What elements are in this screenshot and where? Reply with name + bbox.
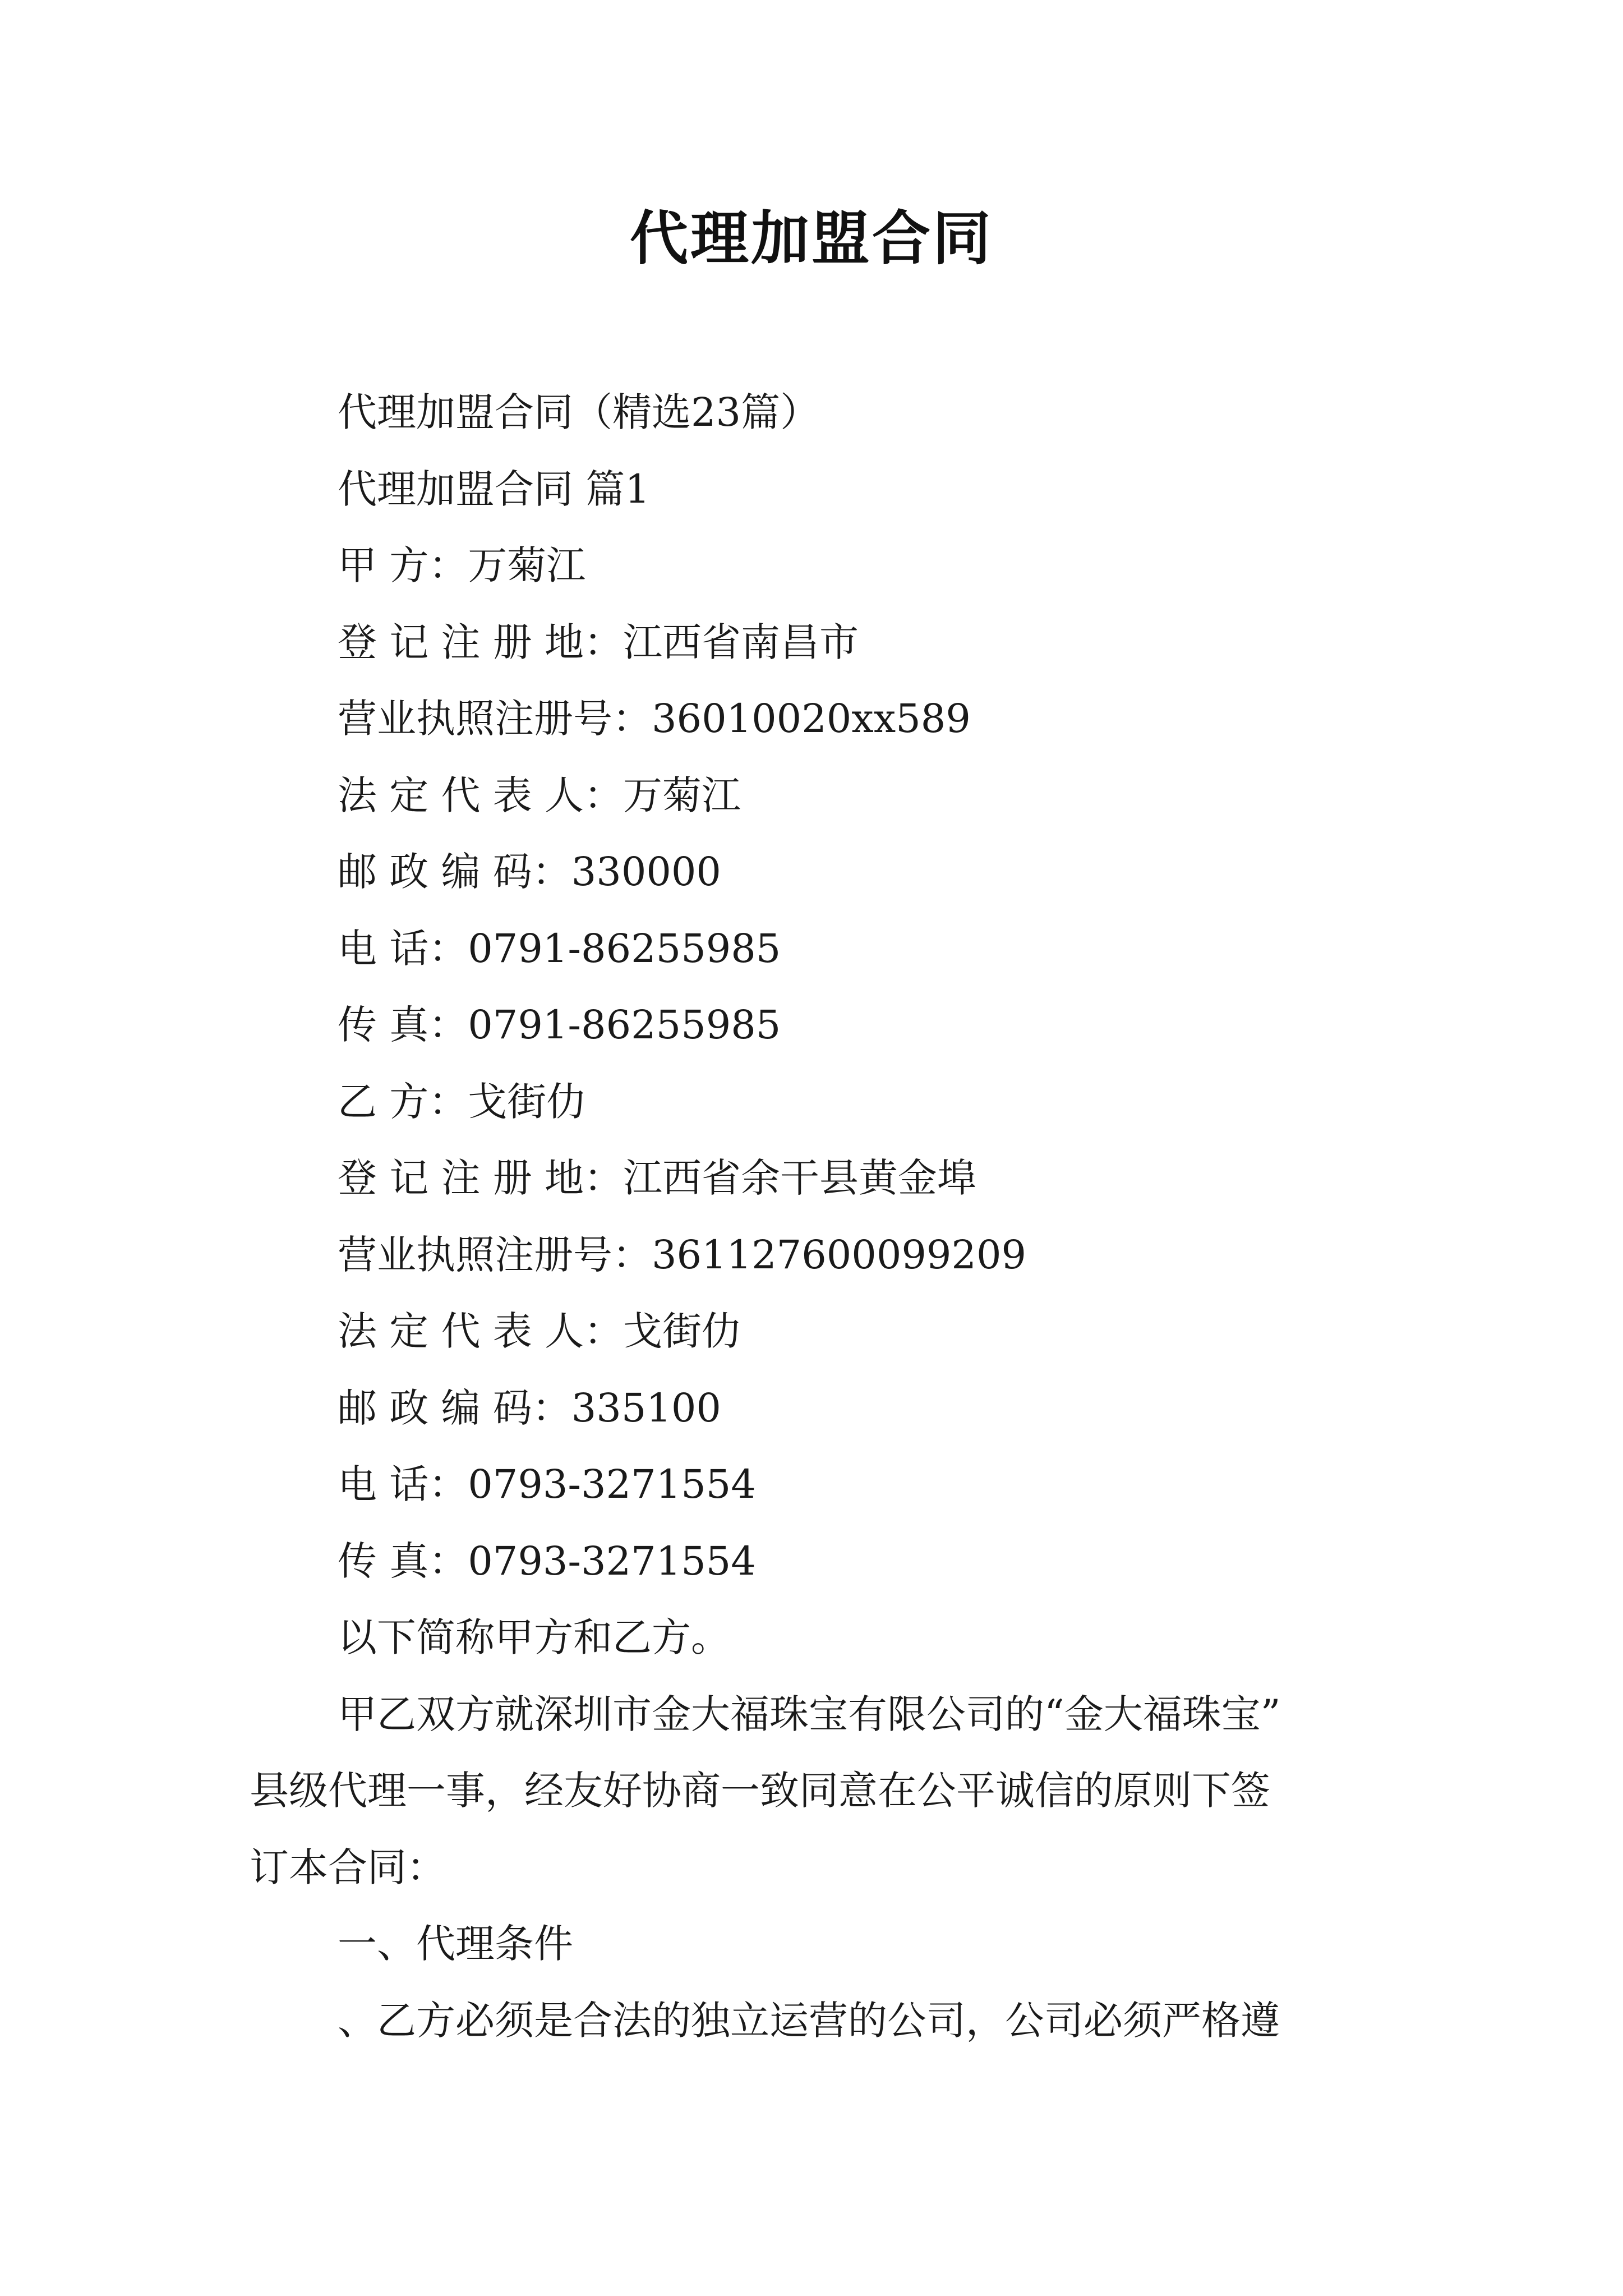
paragraph-line: 订本合同： xyxy=(250,1844,446,1890)
section-title-line: 代理加盟合同 篇1 xyxy=(338,466,650,512)
party-b-phone: 电 话：0793-3271554 xyxy=(338,1461,756,1507)
paragraph-line: 县级代理一事，经友好协商一致同意在公平诚信的原则下签 xyxy=(250,1768,1270,1814)
party-a-postal-code: 邮 政 编 码：330000 xyxy=(338,849,721,895)
party-a-fax: 传 真：0791-86255985 xyxy=(338,1002,781,1048)
party-a-license-number: 营业执照注册号：36010020xx589 xyxy=(338,696,971,742)
clause-line: 、乙方必须是合法的独立运营的公司，公司必须严格遵 xyxy=(338,1998,1280,2044)
subtitle-line: 代理加盟合同（精选23篇） xyxy=(338,389,820,435)
party-a-phone: 电 话：0791-86255985 xyxy=(338,926,781,972)
party-b-name: 乙 方：戈街仂 xyxy=(338,1079,586,1125)
party-b-postal-code: 邮 政 编 码：335100 xyxy=(338,1385,721,1431)
party-b-license-number: 营业执照注册号：361127600099209 xyxy=(338,1232,1027,1278)
party-a-legal-representative: 法 定 代 表 人：万菊江 xyxy=(338,772,741,818)
abbreviation-note: 以下简称甲方和乙方。 xyxy=(338,1614,730,1660)
section-heading: 一、代理条件 xyxy=(338,1921,573,1967)
party-b-legal-representative: 法 定 代 表 人：戈街仂 xyxy=(338,1308,741,1354)
document-title: 代理加盟合同 xyxy=(629,204,993,273)
party-b-registered-address: 登 记 注 册 地：江西省余干县黄金埠 xyxy=(338,1155,977,1201)
party-a-registered-address: 登 记 注 册 地：江西省南昌市 xyxy=(338,619,859,665)
paragraph-line: 甲乙双方就深圳市金大福珠宝有限公司的“金大福珠宝” xyxy=(338,1691,1281,1737)
party-b-fax: 传 真：0793-3271554 xyxy=(338,1538,756,1584)
party-a-name: 甲 方：万菊江 xyxy=(338,542,586,588)
